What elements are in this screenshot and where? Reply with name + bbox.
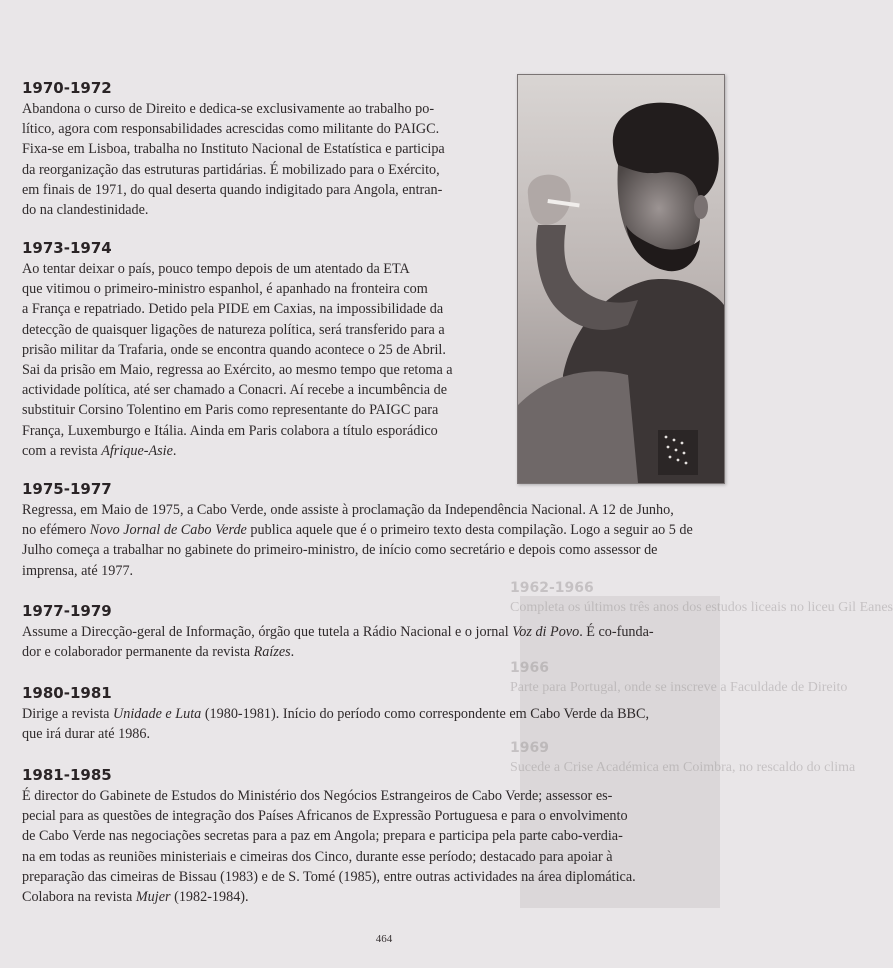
portrait-image bbox=[518, 75, 724, 483]
section-1980-1981 bbox=[22, 684, 746, 744]
section-text: Dirige a revista Unidade e Luta (1980-1981). Início do período como correspondente em Cabo Verde da BBC, que irá durar até 1986. bbox=[22, 706, 650, 743]
section-1981-1985 bbox=[22, 766, 746, 907]
magazine-title: Mujer bbox=[135, 889, 171, 906]
bleed-heading: 1962-1966 bbox=[510, 580, 594, 596]
section-text: É director do Gabinete de Estudos do Ministério dos Negócios Estrangeiros de Cabo Verde; assessor es- pecial para as questões de integração dos Países Africanos de Expressão Portuguesa e para o envolvimento de Cabo Verde nas negociações secretas para a paz em Angola; prepara e participa pela parte cabo-verdia- na em todas as reuniões ministeriais e cimeiras dos Cinco, durante esse período; destacado para apoiar à preparação das cimeiras de Bissau (1983) e de S. Tomé (1985), entre outras actividades na área diplomática. Colabora na revista Mujer (1982-1984). bbox=[22, 788, 636, 906]
section-text: Abandona o curso de Direito e dedica-se exclusivamente ao trabalho po- lítico, agora com responsabilidades acrescidas como militante do PAIGC. Fixa-se em Lisboa, trabalha no Instituto Nacional de Estatística e participa da reorganização das estruturas partidárias. É mobilizado para o Exército, em finais de 1971, do qual deserta quando indigitado para Angola, entran- do na clandestinidade. bbox=[22, 101, 445, 219]
bleed-line: Parte para Portugal, onde se inscreve a Faculdade de Direito bbox=[510, 680, 848, 695]
section-text: Regressa, em Maio de 1975, a Cabo Verde, onde assiste à proclamação da Independência Nacional. A 12 de Junho, no efémero Novo Jornal de Cabo Verde publica aquele que é o primeiro texto desta compilação. Logo a seguir ao 5 de Julho começa a trabalhar no gabinete do primeiro-ministro, de início como secretário e depois como assessor de imprensa, até 1977. bbox=[22, 502, 693, 579]
bleed-line: Completa os últimos três anos dos estudos liceais no liceu Gil Eanes bbox=[510, 600, 893, 615]
section-1975-1977 bbox=[22, 480, 746, 581]
section-text: Ao tentar deixar o país, pouco tempo depois de um atentado da ETA que vitimou o primeiro-ministro espanhol, é apanhado na fronteira com a França e repatriado. Detido pela PIDE em Caxias, na impossibilidade da detecção de quaisquer ligações de natureza política, será transferido para a prisão militar da Trafaria, onde se encontra quando acontece o 25 de Abril. Sai da prisão em Maio, regressa ao Exército, ao mesmo tempo que retoma a actividade política, até ser chamado a Conacri. Aí recebe a incumbência de substituir Corsino Tolentino em Paris como representante do PAIGC para França, Luxemburgo e Itália. Ainda em Paris colabora a título esporádico com a revista Afrique-Asie. bbox=[22, 261, 453, 459]
portrait-photo bbox=[517, 74, 725, 484]
section-1970-1972 bbox=[22, 79, 497, 220]
page-number: 464 bbox=[375, 933, 393, 945]
section-text: Assume a Direcção-geral de Informação, órgão que tutela a Rádio Nacional e o jornal Voz di Povo. É co-funda- dor e colaborador permanente da revista Raízes. bbox=[22, 624, 654, 661]
bleed-line: Sucede a Crise Académica em Coimbra, no rescaldo do clima bbox=[510, 760, 856, 775]
bleed-heading: 1966 bbox=[510, 660, 549, 676]
section-heading: 1973-1974 bbox=[22, 239, 112, 257]
magazine-title: Unidade e Luta bbox=[113, 706, 202, 722]
section-heading: 1980-1981 bbox=[22, 684, 112, 702]
magazine-title: Afrique-Asie bbox=[101, 442, 173, 459]
section-heading: 1981-1985 bbox=[22, 766, 112, 784]
section-heading: 1970-1972 bbox=[22, 79, 112, 97]
newspaper-title: Voz di Povo bbox=[512, 624, 580, 640]
bleed-heading: 1969 bbox=[510, 740, 549, 756]
section-1973-1974 bbox=[22, 239, 497, 461]
section-heading: 1975-1977 bbox=[22, 480, 112, 498]
magazine-title: Raízes bbox=[253, 644, 291, 661]
section-heading: 1977-1979 bbox=[22, 602, 112, 620]
newspaper-title: Novo Jornal de Cabo Verde bbox=[89, 522, 247, 539]
section-1977-1979 bbox=[22, 602, 746, 662]
